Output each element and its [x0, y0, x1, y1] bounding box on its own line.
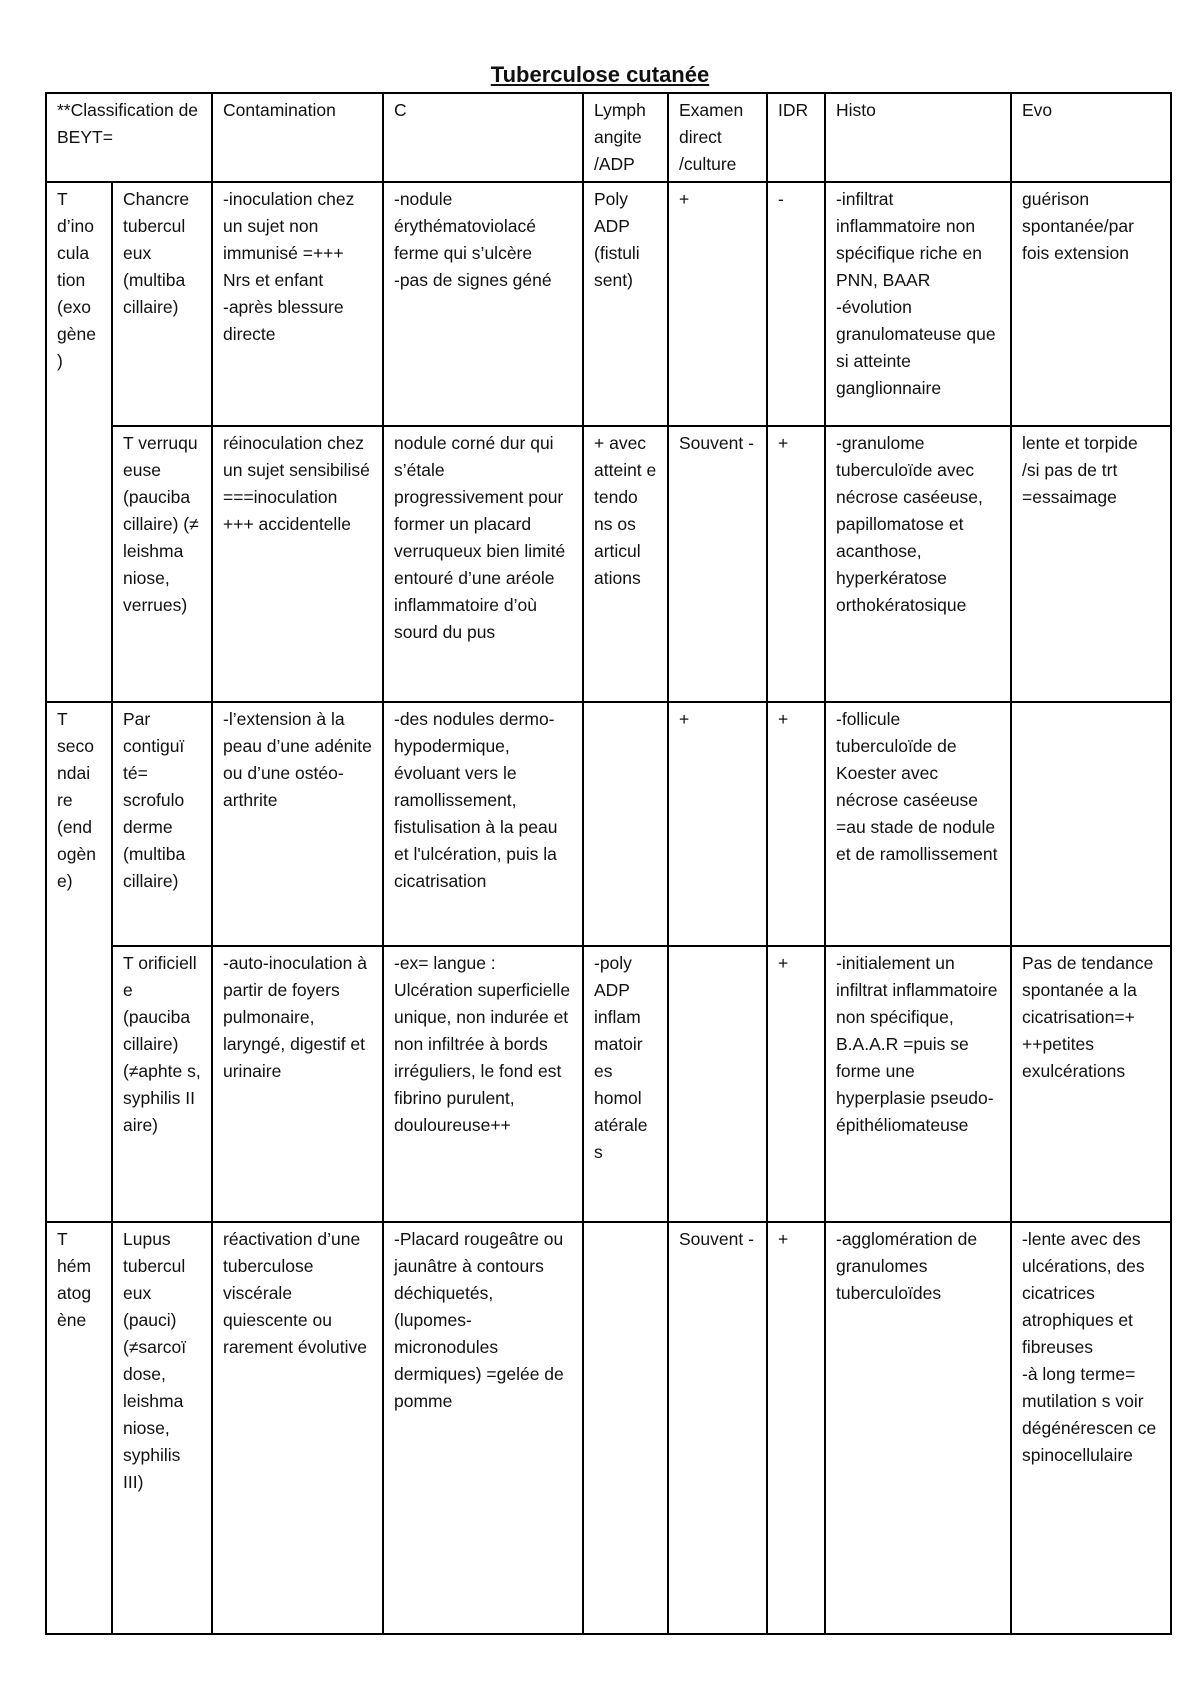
cell-evo: -lente avec des ulcérations, des cicatrices atrophiques et fibreuses -à long terme= mutilation s voir dégénérescen ce spinocellulaire — [1011, 1222, 1171, 1634]
cell-examen: + — [668, 702, 767, 946]
header-idr: IDR — [767, 93, 825, 182]
cell-lymph — [583, 702, 668, 946]
cell-lymph — [583, 1222, 668, 1634]
cell-idr: + — [767, 426, 825, 702]
header-c: C — [383, 93, 583, 182]
table-row — [46, 182, 1171, 426]
classification-table — [45, 92, 1172, 1635]
cell-examen: + — [668, 182, 767, 426]
cell-examen: Souvent - — [668, 1222, 767, 1634]
cell-c: -nodule érythématoviolacé ferme qui s’ulcère -pas de signes géné — [383, 182, 583, 426]
cell-contamination: -l’extension à la peau d’une adénite ou d’une ostéo-arthrite — [212, 702, 383, 946]
cell-examen: Souvent - — [668, 426, 767, 702]
cell-evo: lente et torpide /si pas de trt =essaimage — [1011, 426, 1171, 702]
cell-type: Par contiguï té= scrofulo derme (multiba cillaire) — [112, 702, 212, 946]
cell-idr: + — [767, 702, 825, 946]
cell-histo: -agglomération de granulomes tuberculoïdes — [825, 1222, 1011, 1634]
cell-histo: -granulome tuberculoïde avec nécrose caséeuse, papillomatose et acanthose, hyperkératose orthokératosique — [825, 426, 1011, 702]
cell-idr: + — [767, 946, 825, 1222]
cell-histo: -initialement un infiltrat inflammatoire non spécifique, B.A.A.R =puis se forme une hyperplasie pseudo-épithéliomateuse — [825, 946, 1011, 1222]
cell-idr: - — [767, 182, 825, 426]
table-header-row — [46, 93, 1171, 182]
cell-lymph: + avec atteint e tendo ns os articul ations — [583, 426, 668, 702]
cell-histo: -infiltrat inflammatoire non spécifique riche en PNN, BAAR -évolution granulomateuse que si atteinte ganglionnaire — [825, 182, 1011, 426]
header-classification: **Classification de BEYT= — [46, 93, 212, 182]
header-contamination: Contamination — [212, 93, 383, 182]
group-label-secondaire: T seco ndai re (end ogèn e) — [46, 702, 112, 1222]
cell-evo: guérison spontanée/par fois extension — [1011, 182, 1171, 426]
cell-evo — [1011, 702, 1171, 946]
cell-c: -des nodules dermo-hypodermique, évoluant vers le ramollissement, fistulisation à la peau et l'ulcération, puis la cicatrisation — [383, 702, 583, 946]
header-evo: Evo — [1011, 93, 1171, 182]
header-examen: Examen direct /culture — [668, 93, 767, 182]
cell-contamination: -inoculation chez un sujet non immunisé =+++ Nrs et enfant -après blessure directe — [212, 182, 383, 426]
cell-type: T verruqu euse (pauciba cillaire) (≠ leishma niose, verrues) — [112, 426, 212, 702]
table-row — [46, 426, 1171, 702]
cell-examen — [668, 946, 767, 1222]
cell-contamination: -auto-inoculation à partir de foyers pulmonaire, laryngé, digestif et urinaire — [212, 946, 383, 1222]
cell-c: nodule corné dur qui s’étale progressivement pour former un placard verruqueux bien limité entouré d’une aréole inflammatoire d’où sourd du pus — [383, 426, 583, 702]
header-lymph: Lymph angite /ADP — [583, 93, 668, 182]
cell-c: -ex= langue : Ulcération superficielle unique, non indurée et non infiltrée à bords irréguliers, le fond est fibrino purulent, douloureuse++ — [383, 946, 583, 1222]
page-title: Tuberculose cutanée — [490, 62, 710, 87]
group-label-hematogene: T hém atog ène — [46, 1222, 112, 1634]
table-row — [46, 946, 1171, 1222]
cell-lymph: Poly ADP (fistuli sent) — [583, 182, 668, 426]
cell-contamination: réactivation d’une tuberculose viscérale quiescente ou rarement évolutive — [212, 1222, 383, 1634]
table-row — [46, 1222, 1171, 1634]
cell-contamination: réinoculation chez un sujet sensibilisé ===inoculation +++ accidentelle — [212, 426, 383, 702]
cell-type: Chancre tubercul eux (multiba cillaire) — [112, 182, 212, 426]
cell-lymph: -poly ADP inflam matoir es homol atérale s — [583, 946, 668, 1222]
cell-idr: + — [767, 1222, 825, 1634]
cell-type: Lupus tubercul eux (pauci) (≠sarcoï dose, leishma niose, syphilis III) — [112, 1222, 212, 1634]
header-histo: Histo — [825, 93, 1011, 182]
cell-histo: -follicule tuberculoïde de Koester avec nécrose caséeuse =au stade de nodule et de ramollissement — [825, 702, 1011, 946]
table-row — [46, 702, 1171, 946]
group-label-inoculation: T d’ino cula tion (exo gène ) — [46, 182, 112, 702]
cell-c: -Placard rougeâtre ou jaunâtre à contours déchiquetés, (lupomes-micronodules dermiques) =gelée de pomme — [383, 1222, 583, 1634]
cell-evo: Pas de tendance spontanée a la cicatrisation=+ ++petites exulcérations — [1011, 946, 1171, 1222]
cell-type: T orificiell e (pauciba cillaire) (≠aphte s, syphilis II aire) — [112, 946, 212, 1222]
